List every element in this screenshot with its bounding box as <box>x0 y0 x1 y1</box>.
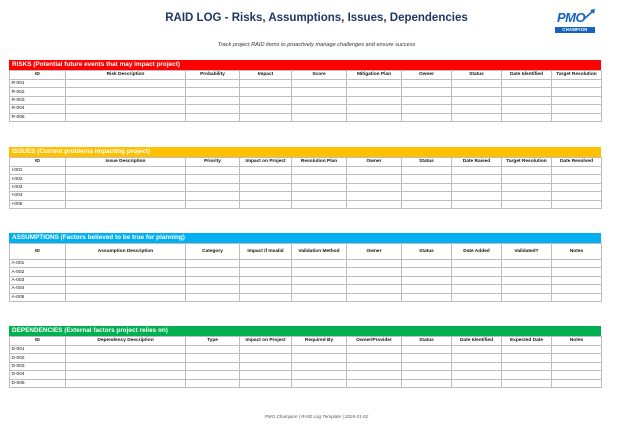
table-cell[interactable] <box>502 175 552 183</box>
issues-column-header: Status <box>402 158 452 167</box>
table-cell[interactable] <box>452 192 502 200</box>
table-cell[interactable] <box>186 200 240 208</box>
table-row <box>10 105 602 113</box>
table-cell[interactable] <box>66 113 186 121</box>
table-cell[interactable] <box>502 346 552 354</box>
risks-column-header: ID <box>10 71 66 80</box>
table-cell[interactable] <box>186 175 240 183</box>
table-cell[interactable] <box>66 96 186 104</box>
risks-table <box>9 70 602 122</box>
table-cell[interactable] <box>240 371 292 379</box>
assumptions-section-header: ASSUMPTIONS (Factors believed to be true for planning) <box>9 233 601 243</box>
table-cell[interactable] <box>66 285 186 293</box>
table-cell[interactable] <box>552 362 602 370</box>
table-cell[interactable] <box>402 260 452 268</box>
table-cell[interactable] <box>66 200 186 208</box>
table-cell[interactable] <box>292 276 347 284</box>
table-cell[interactable] <box>402 276 452 284</box>
table-cell[interactable] <box>452 200 502 208</box>
table-cell[interactable] <box>452 362 502 370</box>
table-cell[interactable] <box>347 354 402 362</box>
table-cell[interactable] <box>292 260 347 268</box>
table-cell[interactable] <box>240 362 292 370</box>
issues-table <box>9 157 602 209</box>
pmo-champion-logo <box>553 8 601 36</box>
table-cell[interactable] <box>402 167 452 175</box>
table-cell[interactable] <box>347 80 402 88</box>
assumptions-row-id: A-005 <box>10 293 66 301</box>
table-cell[interactable] <box>402 88 452 96</box>
table-cell[interactable] <box>402 183 452 191</box>
assumptions-column-header: Validated? <box>502 244 552 260</box>
assumptions-row-id: A-002 <box>10 268 66 276</box>
table-cell[interactable] <box>186 354 240 362</box>
risks-column-header: Mitigation Plan <box>347 71 402 80</box>
table-cell[interactable] <box>66 268 186 276</box>
dependencies-column-header: Impact on Project <box>240 337 292 346</box>
table-cell[interactable] <box>66 379 186 387</box>
risks-row-id: R-003 <box>10 96 66 104</box>
table-cell[interactable] <box>552 268 602 276</box>
table-row <box>10 293 602 301</box>
issues-section-header: ISSUES (Current problems impacting project) <box>9 147 601 157</box>
table-cell[interactable] <box>502 371 552 379</box>
table-cell[interactable] <box>240 175 292 183</box>
table-cell[interactable] <box>452 379 502 387</box>
issues-column-header: Owner <box>347 158 402 167</box>
logo-sub-text: CHAMPION <box>555 27 595 33</box>
table-row <box>10 183 602 191</box>
table-cell[interactable] <box>452 113 502 121</box>
table-cell[interactable] <box>347 260 402 268</box>
table-cell[interactable] <box>347 192 402 200</box>
table-cell[interactable] <box>502 293 552 301</box>
table-cell[interactable] <box>502 105 552 113</box>
table-cell[interactable] <box>292 354 347 362</box>
table-cell[interactable] <box>402 354 452 362</box>
logo-main-text: PMO <box>557 10 586 25</box>
table-cell[interactable] <box>292 96 347 104</box>
table-cell[interactable] <box>292 192 347 200</box>
assumptions-column-header: Assumption Description <box>66 244 186 260</box>
table-cell[interactable] <box>502 354 552 362</box>
table-cell[interactable] <box>347 293 402 301</box>
table-cell[interactable] <box>186 285 240 293</box>
table-cell[interactable] <box>240 293 292 301</box>
table-cell[interactable] <box>402 293 452 301</box>
issues-column-header: Issue Description <box>66 158 186 167</box>
table-cell[interactable] <box>552 192 602 200</box>
table-cell[interactable] <box>292 80 347 88</box>
table-cell[interactable] <box>186 105 240 113</box>
table-cell[interactable] <box>292 167 347 175</box>
table-cell[interactable] <box>292 88 347 96</box>
table-cell[interactable] <box>502 167 552 175</box>
table-cell[interactable] <box>452 183 502 191</box>
table-cell[interactable] <box>186 346 240 354</box>
risks-row-id: R-002 <box>10 88 66 96</box>
table-row <box>10 192 602 200</box>
table-cell[interactable] <box>452 105 502 113</box>
table-cell[interactable] <box>552 80 602 88</box>
table-cell[interactable] <box>292 113 347 121</box>
table-cell[interactable] <box>452 293 502 301</box>
table-cell[interactable] <box>240 346 292 354</box>
assumptions-header-row <box>10 244 602 260</box>
dependencies-column-header: Status <box>402 337 452 346</box>
table-cell[interactable] <box>292 362 347 370</box>
table-cell[interactable] <box>240 167 292 175</box>
dependencies-column-header: Type <box>186 337 240 346</box>
risks-row-id: R-005 <box>10 113 66 121</box>
issues-section <box>9 147 601 209</box>
table-cell[interactable] <box>402 371 452 379</box>
table-row <box>10 80 602 88</box>
dependencies-column-header: Expected Date <box>502 337 552 346</box>
table-cell[interactable] <box>66 293 186 301</box>
table-cell[interactable] <box>452 80 502 88</box>
table-cell[interactable] <box>452 268 502 276</box>
table-cell[interactable] <box>292 379 347 387</box>
table-cell[interactable] <box>552 285 602 293</box>
table-cell[interactable] <box>240 96 292 104</box>
table-cell[interactable] <box>552 113 602 121</box>
risks-header-row <box>10 71 602 80</box>
table-cell[interactable] <box>347 371 402 379</box>
table-cell[interactable] <box>347 268 402 276</box>
table-cell[interactable] <box>502 183 552 191</box>
table-cell[interactable] <box>502 362 552 370</box>
table-cell[interactable] <box>186 167 240 175</box>
table-cell[interactable] <box>186 80 240 88</box>
issues-column-header: Priority <box>186 158 240 167</box>
dependencies-column-header: Notes <box>552 337 602 346</box>
table-cell[interactable] <box>552 175 602 183</box>
dependencies-row-id: D-005 <box>10 379 66 387</box>
table-cell[interactable] <box>452 285 502 293</box>
table-cell[interactable] <box>240 113 292 121</box>
dependencies-column-header: ID <box>10 337 66 346</box>
table-cell[interactable] <box>502 96 552 104</box>
dependencies-column-header: Owner/Provider <box>347 337 402 346</box>
assumptions-section <box>9 233 601 302</box>
table-row <box>10 260 602 268</box>
risks-column-header: Impact <box>240 71 292 80</box>
table-cell[interactable] <box>552 346 602 354</box>
table-cell[interactable] <box>502 379 552 387</box>
dependencies-column-header: Date Identified <box>452 337 502 346</box>
table-row <box>10 346 602 354</box>
table-cell[interactable] <box>452 167 502 175</box>
table-cell[interactable] <box>402 113 452 121</box>
table-cell[interactable] <box>552 200 602 208</box>
table-cell[interactable] <box>502 113 552 121</box>
table-cell[interactable] <box>66 175 186 183</box>
table-cell[interactable] <box>66 260 186 268</box>
assumptions-column-header: Category <box>186 244 240 260</box>
assumptions-row-id: A-003 <box>10 276 66 284</box>
table-cell[interactable] <box>292 105 347 113</box>
risks-column-header: Status <box>452 71 502 80</box>
table-cell[interactable] <box>292 268 347 276</box>
dependencies-row-id: D-002 <box>10 354 66 362</box>
table-cell[interactable] <box>240 192 292 200</box>
table-cell[interactable] <box>186 96 240 104</box>
table-cell[interactable] <box>240 200 292 208</box>
issues-row-id: I-002 <box>10 175 66 183</box>
table-cell[interactable] <box>347 362 402 370</box>
table-cell[interactable] <box>66 80 186 88</box>
table-cell[interactable] <box>66 88 186 96</box>
dependencies-table <box>9 336 602 388</box>
table-cell[interactable] <box>186 183 240 191</box>
table-cell[interactable] <box>240 268 292 276</box>
risks-row-id: R-004 <box>10 105 66 113</box>
table-cell[interactable] <box>452 175 502 183</box>
table-cell[interactable] <box>66 276 186 284</box>
issues-row-id: I-001 <box>10 167 66 175</box>
table-cell[interactable] <box>552 105 602 113</box>
assumptions-row-id: A-001 <box>10 260 66 268</box>
table-cell[interactable] <box>292 346 347 354</box>
table-cell[interactable] <box>402 346 452 354</box>
table-cell[interactable] <box>292 285 347 293</box>
table-cell[interactable] <box>240 105 292 113</box>
table-cell[interactable] <box>186 88 240 96</box>
table-cell[interactable] <box>452 354 502 362</box>
table-cell[interactable] <box>66 183 186 191</box>
table-cell[interactable] <box>452 346 502 354</box>
dependencies-column-header: Required By <box>292 337 347 346</box>
table-cell[interactable] <box>240 80 292 88</box>
page-footer: PMO Champion | RAID Log Template | 2026-01-02 <box>264 414 369 419</box>
table-cell[interactable] <box>402 268 452 276</box>
table-cell[interactable] <box>347 183 402 191</box>
risks-column-header: Target Resolution <box>552 71 602 80</box>
table-cell[interactable] <box>292 200 347 208</box>
table-cell[interactable] <box>240 276 292 284</box>
table-cell[interactable] <box>552 371 602 379</box>
assumptions-column-header: Impact if Invalid <box>240 244 292 260</box>
table-cell[interactable] <box>502 192 552 200</box>
table-cell[interactable] <box>347 379 402 387</box>
issues-column-header: Date Resolved <box>552 158 602 167</box>
table-row <box>10 276 602 284</box>
table-cell[interactable] <box>552 96 602 104</box>
table-row <box>10 362 602 370</box>
table-cell[interactable] <box>292 183 347 191</box>
table-cell[interactable] <box>347 276 402 284</box>
table-cell[interactable] <box>186 293 240 301</box>
table-cell[interactable] <box>402 285 452 293</box>
issues-column-header: Target Resolution <box>502 158 552 167</box>
table-cell[interactable] <box>66 371 186 379</box>
table-row <box>10 371 602 379</box>
table-cell[interactable] <box>502 285 552 293</box>
table-cell[interactable] <box>66 346 186 354</box>
page-subtitle: Track project RAID items to proactively manage challenges and ensure success <box>217 42 416 48</box>
table-cell[interactable] <box>186 113 240 121</box>
table-cell[interactable] <box>452 96 502 104</box>
table-cell[interactable] <box>552 167 602 175</box>
issues-column-header: Date Raised <box>452 158 502 167</box>
table-cell[interactable] <box>240 183 292 191</box>
table-cell[interactable] <box>240 88 292 96</box>
table-cell[interactable] <box>402 96 452 104</box>
dependencies-header-row <box>10 337 602 346</box>
table-cell[interactable] <box>347 88 402 96</box>
table-row <box>10 379 602 387</box>
table-cell[interactable] <box>347 346 402 354</box>
table-cell[interactable] <box>502 276 552 284</box>
table-row <box>10 96 602 104</box>
table-cell[interactable] <box>552 260 602 268</box>
issues-column-header: Resolution Plan <box>292 158 347 167</box>
assumptions-column-header: Status <box>402 244 452 260</box>
table-cell[interactable] <box>502 200 552 208</box>
table-cell[interactable] <box>347 200 402 208</box>
issues-column-header: Impact on Project <box>240 158 292 167</box>
dependencies-row-id: D-003 <box>10 362 66 370</box>
assumptions-column-header: Notes <box>552 244 602 260</box>
table-cell[interactable] <box>502 268 552 276</box>
table-cell[interactable] <box>502 260 552 268</box>
table-cell[interactable] <box>347 96 402 104</box>
table-cell[interactable] <box>240 379 292 387</box>
issues-row-id: I-003 <box>10 183 66 191</box>
assumptions-table <box>9 243 602 302</box>
table-cell[interactable] <box>66 354 186 362</box>
table-cell[interactable] <box>66 362 186 370</box>
table-cell[interactable] <box>347 105 402 113</box>
dependencies-row-id: D-004 <box>10 371 66 379</box>
table-cell[interactable] <box>347 113 402 121</box>
risks-section <box>9 60 601 122</box>
dependencies-column-header: Dependency Description <box>66 337 186 346</box>
issues-column-header: ID <box>10 158 66 167</box>
issues-header-row <box>10 158 602 167</box>
table-cell[interactable] <box>402 80 452 88</box>
risks-section-header: RISKS (Potential future events that may impact project) <box>9 60 601 70</box>
table-cell[interactable] <box>552 379 602 387</box>
risks-column-header: Owner <box>402 71 452 80</box>
logo-arrow-icon <box>583 8 597 20</box>
table-cell[interactable] <box>186 362 240 370</box>
table-row <box>10 200 602 208</box>
table-cell[interactable] <box>186 268 240 276</box>
risks-row-id: R-001 <box>10 80 66 88</box>
table-cell[interactable] <box>240 260 292 268</box>
table-cell[interactable] <box>292 371 347 379</box>
table-cell[interactable] <box>66 105 186 113</box>
risks-column-header: Score <box>292 71 347 80</box>
table-row <box>10 354 602 362</box>
table-cell[interactable] <box>452 371 502 379</box>
table-cell[interactable] <box>347 285 402 293</box>
table-cell[interactable] <box>186 371 240 379</box>
table-cell[interactable] <box>402 105 452 113</box>
table-row <box>10 175 602 183</box>
table-cell[interactable] <box>402 379 452 387</box>
table-cell[interactable] <box>66 192 186 200</box>
risks-column-header: Risk Description <box>66 71 186 80</box>
table-cell[interactable] <box>186 192 240 200</box>
table-row <box>10 113 602 121</box>
table-cell[interactable] <box>347 167 402 175</box>
assumptions-column-header: Owner <box>347 244 402 260</box>
table-cell[interactable] <box>502 80 552 88</box>
table-row <box>10 268 602 276</box>
table-cell[interactable] <box>402 200 452 208</box>
table-cell[interactable] <box>240 354 292 362</box>
table-cell[interactable] <box>402 192 452 200</box>
table-row <box>10 88 602 96</box>
dependencies-row-id: D-001 <box>10 346 66 354</box>
table-cell[interactable] <box>240 285 292 293</box>
table-cell[interactable] <box>552 354 602 362</box>
table-cell[interactable] <box>452 276 502 284</box>
table-cell[interactable] <box>186 379 240 387</box>
table-cell[interactable] <box>552 183 602 191</box>
assumptions-row-id: A-004 <box>10 285 66 293</box>
dependencies-section-header: DEPENDENCIES (External factors project relies on) <box>9 326 601 336</box>
risks-column-header: Date Identified <box>502 71 552 80</box>
table-cell[interactable] <box>452 260 502 268</box>
table-cell[interactable] <box>402 175 452 183</box>
page-title: RAID LOG - Risks, Assumptions, Issues, Dependencies <box>165 12 468 24</box>
table-cell[interactable] <box>552 88 602 96</box>
table-cell[interactable] <box>66 167 186 175</box>
table-row <box>10 167 602 175</box>
dependencies-section <box>9 326 601 388</box>
table-cell[interactable] <box>186 260 240 268</box>
issues-row-id: I-004 <box>10 192 66 200</box>
table-cell[interactable] <box>186 276 240 284</box>
assumptions-column-header: Date Added <box>452 244 502 260</box>
assumptions-column-header: ID <box>10 244 66 260</box>
table-cell[interactable] <box>347 175 402 183</box>
table-cell[interactable] <box>502 88 552 96</box>
table-cell[interactable] <box>292 175 347 183</box>
table-cell[interactable] <box>552 276 602 284</box>
table-row <box>10 285 602 293</box>
issues-row-id: I-005 <box>10 200 66 208</box>
table-cell[interactable] <box>292 293 347 301</box>
risks-column-header: Probability <box>186 71 240 80</box>
table-cell[interactable] <box>552 293 602 301</box>
table-cell[interactable] <box>452 88 502 96</box>
assumptions-column-header: Validation Method <box>292 244 347 260</box>
table-cell[interactable] <box>402 362 452 370</box>
